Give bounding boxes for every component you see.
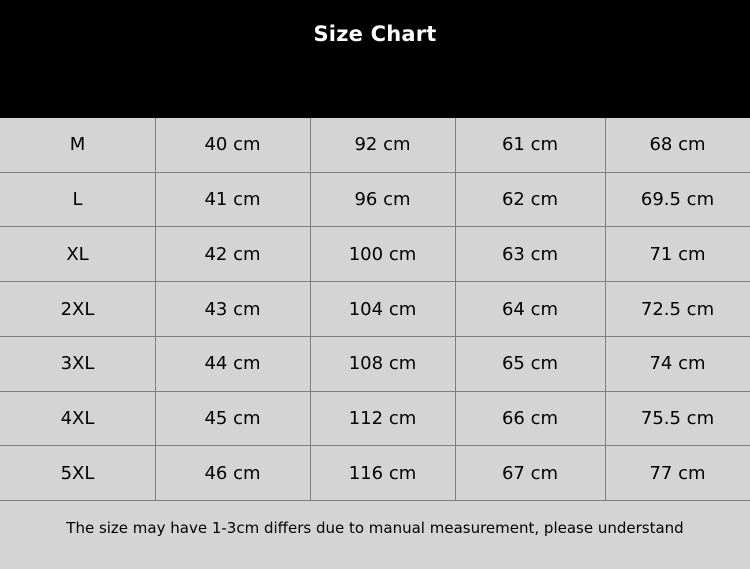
chart-title-bar [0, 0, 750, 68]
cell-shoulder: 46 cm [204, 462, 261, 484]
cell-bust: 96 cm [354, 189, 411, 211]
cell-length: 68 cm [649, 134, 706, 156]
cell-length: 75.5 cm [640, 407, 715, 429]
cell-shoulder: 44 cm [204, 353, 261, 375]
column-divider [155, 446, 156, 500]
column-divider [155, 227, 156, 281]
cell-size: 4XL [60, 407, 95, 429]
measurement-note: The size may have 1-3cm differs due to manual measurement, please understand [0, 501, 750, 555]
column-divider [155, 173, 156, 227]
cell-sleeve: 64 cm [501, 298, 559, 320]
cell-bust: 92 cm [354, 134, 411, 156]
column-divider [455, 282, 456, 336]
table-row [0, 446, 750, 501]
column-header-size: Size [55, 82, 100, 104]
table-row [0, 173, 750, 228]
cell-bust: 112 cm [348, 407, 417, 429]
column-divider [310, 392, 311, 446]
table-body [0, 118, 750, 501]
column-divider [455, 392, 456, 446]
column-header-shoulder: Shoulder [184, 82, 281, 104]
column-divider [155, 282, 156, 336]
column-divider [155, 392, 156, 446]
table-row [0, 118, 750, 173]
column-divider [310, 227, 311, 281]
column-divider [310, 282, 311, 336]
column-divider [605, 118, 606, 172]
page-title: Size Chart [313, 22, 437, 46]
column-divider [310, 446, 311, 500]
column-divider [155, 118, 156, 172]
column-divider [605, 446, 606, 500]
cell-length: 69.5 cm [640, 189, 715, 211]
column-divider [455, 337, 456, 391]
table-row [0, 337, 750, 392]
cell-bust: 116 cm [348, 462, 417, 484]
cell-shoulder: 45 cm [204, 407, 261, 429]
cell-sleeve: 63 cm [501, 243, 559, 265]
cell-sleeve: 61 cm [501, 134, 559, 156]
column-divider [455, 227, 456, 281]
cell-size: XL [66, 243, 89, 265]
table-header-row [0, 68, 750, 118]
column-divider [605, 173, 606, 227]
cell-sleeve: 65 cm [501, 353, 559, 375]
cell-bust: 108 cm [348, 353, 417, 375]
cell-shoulder: 42 cm [204, 243, 261, 265]
column-header-length: Length [640, 82, 715, 104]
cell-sleeve: 66 cm [501, 407, 559, 429]
column-divider [155, 337, 156, 391]
cell-length: 77 cm [649, 462, 706, 484]
column-divider [455, 173, 456, 227]
table-row [0, 227, 750, 282]
cell-bust: 100 cm [348, 243, 417, 265]
column-divider [310, 337, 311, 391]
cell-shoulder: 41 cm [204, 189, 261, 211]
cell-size: 3XL [60, 353, 95, 375]
column-divider [605, 282, 606, 336]
column-header-bust: Bust [358, 82, 407, 104]
cell-size: M [69, 134, 86, 156]
table-row [0, 282, 750, 337]
column-divider [310, 118, 311, 172]
cell-sleeve: 62 cm [501, 189, 559, 211]
cell-size: L [72, 189, 83, 211]
cell-length: 71 cm [649, 243, 706, 265]
cell-sleeve: 67 cm [501, 462, 559, 484]
column-divider [310, 173, 311, 227]
column-divider [455, 118, 456, 172]
cell-length: 72.5 cm [640, 298, 715, 320]
column-divider [605, 227, 606, 281]
footer-spacer [0, 555, 750, 569]
cell-shoulder: 43 cm [204, 298, 261, 320]
cell-shoulder: 40 cm [204, 134, 261, 156]
cell-bust: 104 cm [348, 298, 417, 320]
cell-size: 5XL [60, 462, 95, 484]
cell-size: 2XL [60, 298, 95, 320]
column-divider [605, 337, 606, 391]
column-divider [605, 392, 606, 446]
cell-length: 74 cm [649, 353, 706, 375]
column-divider [455, 446, 456, 500]
column-header-sleeve: Sleeve [494, 82, 566, 104]
table-row [0, 392, 750, 447]
